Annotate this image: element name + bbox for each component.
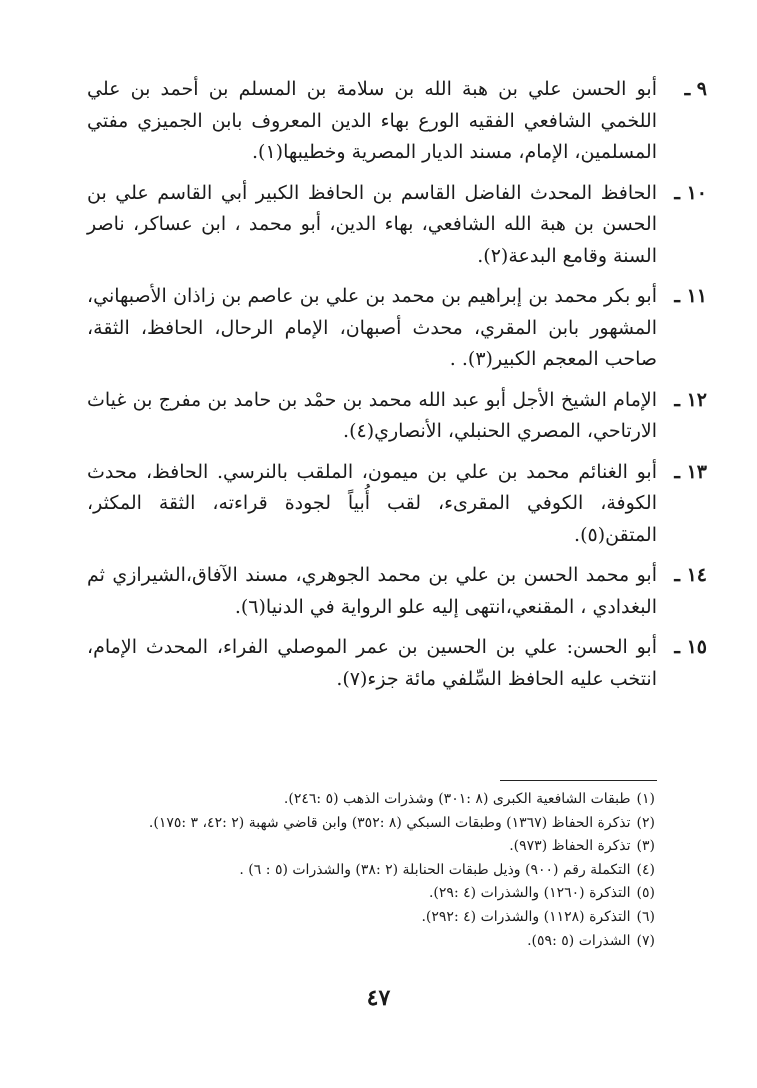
entry-text: أبو الحسن علي بن هبة الله بن سلامة بن المسلم بن أحمد بن علي اللخمي الشافعي الفقيه الورع بهاء الدين المعروف بابن الجميزي مفتي المسلمين، الإمام، مسند الديار المصرية وخطيبها(١). [87, 78, 657, 163]
entry-text: أبو الغنائم محمد بن علي بن ميمون، الملقب بالنرسي. الحافظ، محدث الكوفة، الكوفي المقرىء، لقب أُبياً لجودة قراءته، الثقة المكثر، المتقن(٥). [87, 460, 657, 546]
footnote-marker: (١) [636, 791, 655, 807]
footnote-text: تذكرة الحفاظ (١٣٦٧) وطبقات السبكي (٨ :٣٥٢) وابن قاضي شهبة (٢ :٤٢، ٣ :١٧٥). [148, 814, 631, 831]
biography-entry-10 [87, 178, 707, 273]
entry-number: ٩ ـ [684, 78, 707, 100]
footnote-marker: (٧) [636, 932, 655, 949]
biography-entry-9 [87, 74, 707, 169]
footnote-marker: (٤) [636, 861, 655, 878]
footnote-7 [95, 930, 655, 954]
entry-text: أبو بكر محمد بن إبراهيم بن محمد بن علي بن عاصم بن زاذان الأصبهاني، المشهور بابن المقري، محدث أصبهان، الإمام الرحال، الحافظ، الثقة، صاحب المعجم الكبير(٣). . [87, 285, 657, 370]
footnote-text: تذكرة الحفاظ (٩٧٣). [509, 838, 631, 855]
entry-number: ١٢ ـ [674, 388, 707, 411]
biography-entry-13 [87, 457, 707, 552]
entry-text: الإمام الشيخ الأجل أبو عبد الله محمد بن حمْد بن حامد بن مفرج بن غياث الارتاحي، المصري الحنبلي، الأنصاري(٤). [87, 388, 657, 442]
biography-entry-12 [87, 385, 707, 448]
biography-entry-15 [87, 632, 707, 695]
entry-number: ١٤ ـ [674, 564, 707, 586]
footnote-5 [95, 882, 655, 906]
footnote-text: التكملة رقم (٩٠٠) وذيل طبقات الحنابلة (٢ :٣٨) والشذرات (٥ : ٦) . [239, 861, 631, 878]
entry-text: أبو محمد الحسن بن علي بن محمد الجوهري، مسند الآفاق،الشيرازي ثم البغدادي ، المقنعي،انتهى إليه علو الرواية في الدنيا(٦). [87, 564, 657, 618]
entry-number: ١٣ ـ [674, 460, 707, 483]
footnote-3 [95, 835, 655, 859]
footnote-1 [95, 788, 655, 812]
footnote-marker: (٥) [636, 885, 655, 902]
biography-list [87, 74, 707, 704]
footnote-text: الشذرات (٥ :٥٩). [527, 932, 631, 949]
entry-text: أبو الحسن: علي بن الحسين بن عمر الموصلي الفراء، المحدث الإمام، انتخب عليه الحافظ السِّلفي مائة جزء(٧). [87, 636, 657, 690]
footnote-marker: (٦) [636, 908, 655, 925]
entry-number: ١٥ ـ [674, 636, 707, 658]
page-number: ٤٧ [366, 985, 391, 1011]
entry-number: ١٠ ـ [674, 181, 707, 204]
footnote-separator [500, 780, 657, 781]
entry-number: ١١ ـ [674, 285, 707, 307]
footnote-text: التذكرة (١١٢٨) والشذرات (٤ :٢٩٢). [421, 908, 631, 925]
footnotes [95, 788, 655, 953]
biography-entry-14 [87, 560, 707, 623]
footnote-marker: (٢) [636, 814, 655, 831]
footnote-2 [95, 812, 655, 836]
footnote-text: طبقات الشافعية الكبرى (٨ :٣٠١) وشذرات الذهب (٥ :٢٤٦). [283, 791, 631, 807]
footnote-4 [95, 859, 655, 883]
biography-entry-11 [87, 281, 707, 376]
footnote-marker: (٣) [636, 838, 655, 855]
footnote-6 [95, 906, 655, 930]
entry-text: الحافظ المحدث الفاضل القاسم بن الحافظ الكبير أبي القاسم علي بن الحسن بن هبة الله الشافعي، بهاء الدين، أبو محمد ، ابن عساكر، ناصر السنة وقامع البدعة(٢). [87, 181, 657, 267]
footnote-text: التذكرة (١٢٦٠) والشذرات (٤ :٢٩). [428, 885, 631, 902]
